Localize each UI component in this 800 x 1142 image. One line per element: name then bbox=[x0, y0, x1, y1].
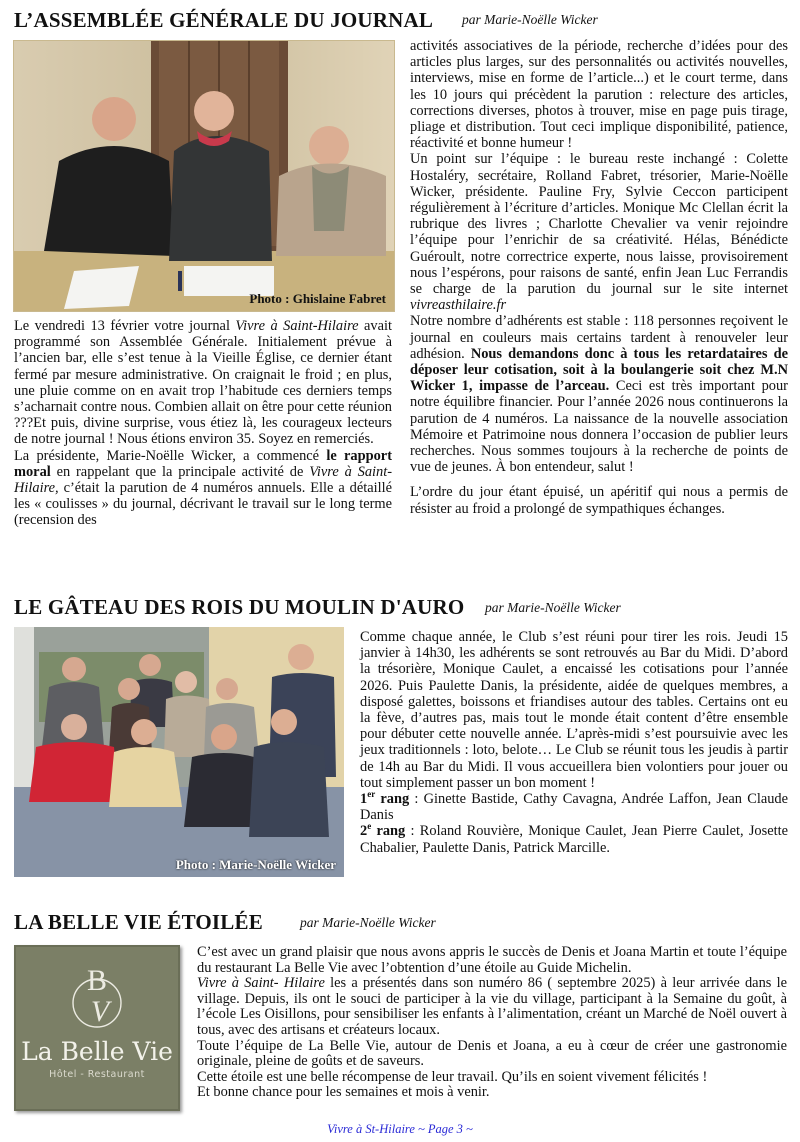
article-byline: par Marie-Noëlle Wicker bbox=[485, 600, 621, 615]
paragraph: Le vendredi 13 février votre journal Vivre à Saint-Hilaire avait programmé son Assemblée Générale. Initialement prévue à l’ancien bar, elle s’est tenue à la Vieille Église, ce dernier étant fermé par mesure administrative. On craignait le froid ; en plus, une pluie comme on en avait trop l’habitude ces derniers temps s’acharnait contre nous. Combien allait on être pour cette réunion ???Et puis, divine surprise, vous étiez là, les courageux lecteurs de notre journal ! Nous étions environ 35. Soyez en remerciés. bbox=[14, 318, 392, 448]
first-row-caption: 1er rang : Ginette Bastide, Cathy Cavagna, Andrée Laffon, Jean Claude Danis bbox=[360, 789, 788, 824]
assemblee-photo-illustration bbox=[14, 41, 394, 311]
second-row-caption: 2e rang : Roland Rouvière, Monique Caulet, Jean Pierre Caulet, Josette Chabalier, Paulette Danis, Patrick Marcille. bbox=[360, 821, 788, 856]
paragraph: Vivre à Saint- Hilaire les a présentés dans son numéro 86 ( septembre 2025) à leur arrivée dans le village. Depuis, ils ont le souci de participer à la vie du village, participant à la Semaine du goût, à l’école Les Oisillons, pour sensibiliser les enfants à l’alimentation, créant un Marché de Noël ouvert à tous, avec des artisans et créateurs locaux. bbox=[197, 975, 787, 1038]
paragraph: La présidente, Marie-Noëlle Wicker, a commencé le rapport moral en rappelant que la principale activité de Vivre à Saint-Hilaire, c’était la parution de 4 numéros annuels. Elle a détaillé les « coulisses » du journal, décrivant le travail sur le long terme (recension des bbox=[14, 447, 393, 529]
article-title-assemblee: L’ASSEMBLÉE GÉNÉRALE DU JOURNAL bbox=[14, 8, 434, 32]
logo-subtitle: Hôtel - Restaurant bbox=[49, 1069, 145, 1080]
paragraph: Cette étoile est une belle récompense de leur travail. Qu’ils en soient vivement félicités ! bbox=[197, 1068, 708, 1085]
svg-text:V: V bbox=[90, 995, 110, 1028]
paragraph: Notre nombre d’adhérents est stable : 118 personnes reçoivent le journal en couleurs mais certains tardent à renouveler leur adhésion. Nous demandons donc à tous les retardataires de déposer leur cotisation, soit à la boulangerie soit chez M.N Wicker 1, impasse de l’arceau. Ceci est très important pour notre équilibre financier. Pour l’année 2026 nous continuerons la parution de 4 numéros. La naissance de la nouvelle association Mémoire et Patrimoine nous donnera l’occasion de publier leurs recherches. Nous sommes toujours à la recherche de points de vue de jeunes. À bon entendeur, salut ! bbox=[410, 313, 788, 476]
journal-name: Vivre à Saint-Hilaire, bbox=[14, 463, 393, 497]
journal-name: Vivre à Saint-Hilaire bbox=[235, 318, 359, 334]
paragraph: C’est avec un grand plaisir que nous avons appris le succès de Denis et Joana Martin et toute l’équipe du restaurant La Belle Vie avec l’obtention d’une étoile au Guide Michelin. bbox=[197, 944, 787, 976]
article1-left-column bbox=[14, 318, 392, 529]
paragraph: Toute l’équipe de La Belle Vie, autour de Denis et Joana, a eu à cœur de créer une gastronomie originale, pleine de goûts et de saveurs. bbox=[197, 1037, 787, 1070]
paragraph: Un point sur l’équipe : le bureau reste inchangé : Colette Hostaléry, secrétaire, Rolland Fabret, trésorier, Marie-Noëlle Wicker, présidente. Pauline Fry, Sylvie Ceccon participent régulièrement à l’écriture d’articles. Monique Mc Clellan écrit la rubrique des livres ; Charlotte Chevalier va venir rejoindre l’équipe pour l’enrichir de sa créativité. Hélas, Bénédicte Guéroult, notre correctrice experte, nous laisse, provisoirement nous l’espérons, pour raisons de santé, enfin Jean Luc Ferrandis se charge de la parution du journal sur le site internet vivreasthilaire.fr bbox=[410, 151, 788, 314]
photo-credit: Photo : Marie-Noëlle Wicker bbox=[175, 857, 336, 872]
article-title-belle-vie: LA BELLE VIE ÉTOILÉE bbox=[14, 910, 263, 934]
svg-text:B: B bbox=[86, 964, 108, 997]
article1-right-column bbox=[410, 38, 788, 517]
page-footer: Vivre à St-Hilaire ~ Page 3 ~ bbox=[327, 1122, 473, 1136]
assemblee-photo bbox=[13, 40, 395, 312]
paragraph: L’ordre du jour étant épuisé, un apéritif qui nous a permis de résister au froid a prolongé de sympathiques échanges. bbox=[410, 484, 788, 517]
la-belle-vie-logo bbox=[14, 945, 180, 1111]
article2-body bbox=[360, 629, 788, 856]
paragraph: Comme chaque année, le Club s’est réuni pour tirer les rois. Jeudi 15 janvier à 14h30, les adhérents se sont retrouvés au Bar du Midi. D’abord la trésorière, Monique Caulet, a encaissé les cotisations pour l’année 2026. Puis Paulette Danis, la présidente, aidée de quelques membres, a disposé galettes, boissons et friandises autour des tables. Certains ont eu la fève, d’autres pas, mais tout le monde était content d’être ensemble pour débuter cette nouvelle année. L’après-midi s’est poursuivie avec les jeux traditionnels : loto, belote… Le Club se réunit tous les jeudis à partir de 14h au Bar du Midi. Il vous accueillera bien volontiers pour jouer ou tout simplement passer un bon moment ! bbox=[360, 629, 788, 791]
bv-monogram-icon bbox=[14, 945, 180, 1045]
article3-body bbox=[197, 945, 787, 1101]
article-byline: par Marie-Noëlle Wicker bbox=[462, 12, 598, 27]
website-link[interactable]: vivreasthilaire.fr bbox=[410, 297, 507, 314]
club-photo-illustration bbox=[14, 627, 344, 877]
article-title-gateau: LE GÂTEAU DES ROIS DU MOULIN D'AURO bbox=[14, 595, 465, 619]
logo-name: La Belle Vie bbox=[21, 1037, 173, 1066]
journal-name: Vivre à Saint- Hilaire bbox=[197, 975, 325, 992]
club-group-photo bbox=[14, 627, 344, 877]
paragraph: activités associatives de la période, recherche d’idées pour des articles plus larges, sur des personnalités ou activités nouvelles, interviews, mise en forme de l’article...) et le court terme, dans les 10 jours qui précèdent la parution : relecture des articles, corrections diverses, photos à trouver, mise en page puis tirage, pliage et distribution. Tout ceci implique disponibilité, patience, réactivité et bonne humeur ! bbox=[410, 38, 788, 152]
paragraph: Et bonne chance pour les semaines et mois à venir. bbox=[197, 1084, 490, 1101]
article-byline: par Marie-Noëlle Wicker bbox=[300, 915, 436, 930]
photo-credit: Photo : Ghislaine Fabret bbox=[249, 291, 386, 306]
